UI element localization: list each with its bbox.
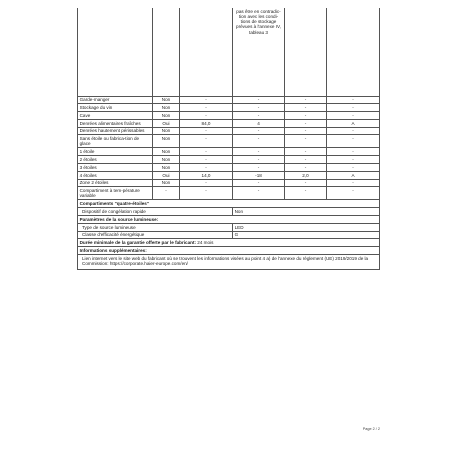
table-row [78, 156, 380, 164]
cell-value: 2,0 [285, 171, 327, 179]
cell-value: - [327, 104, 380, 112]
row-value: Non [233, 208, 380, 216]
cell-value: - [327, 127, 380, 135]
cell-value: - [285, 112, 327, 120]
cell-value: - [233, 187, 285, 200]
cell-value: - [285, 179, 327, 187]
cell-value: - [285, 135, 327, 148]
cell-value [180, 8, 233, 96]
cell-value: - [180, 187, 233, 200]
row-label: Dispositif de congélation rapide [78, 208, 233, 216]
table-row [78, 223, 380, 231]
cell-value: Oui [153, 119, 180, 127]
compartment-label: Zone 2 étoiles [78, 179, 153, 187]
compartment-label: Stockage du vin [78, 104, 153, 112]
cell-value: Non [153, 148, 180, 156]
section-title: Compartiments "quatre-étoiles" [78, 200, 380, 208]
table-row [78, 247, 380, 255]
compartment-label: Sans étoile ou fabrica-tion de glace [78, 135, 153, 148]
cell-value: Non [153, 164, 180, 172]
cell-value: Non [153, 127, 180, 135]
cell-value: - [233, 148, 285, 156]
info-text: Lien internet vers le site web du fabricant où se trouvent les informations visées au point 4 a) de l'annexe du règlement (UE) 2019/2019 de la Commission: https://corporate.haier-europe.com/en/ [78, 255, 380, 270]
cell-value: Non [153, 179, 180, 187]
cell-value: - [285, 104, 327, 112]
cell-value: - [285, 127, 327, 135]
cell-value: - [180, 127, 233, 135]
cell-value: Oui [153, 171, 180, 179]
cell-value: - [180, 156, 233, 164]
table-row [78, 179, 380, 187]
cell-value: A [327, 119, 380, 127]
cell-value: - [327, 148, 380, 156]
cell-value: -18 [233, 171, 285, 179]
cell-value: A [327, 171, 380, 179]
cell-value: - [180, 148, 233, 156]
warranty-value: 24 mois [197, 240, 214, 246]
cell-value: pas être en contradic-tion avec les condi-tions de stockage prévues à l'annexe IV, tableau 3 [233, 8, 285, 96]
section-title: Informations supplémentaires: [78, 247, 380, 255]
cell-value [153, 8, 180, 96]
cell-value: - [327, 156, 380, 164]
cell-value: Non [153, 96, 180, 104]
cell-value: - [327, 179, 380, 187]
cell-value: - [327, 112, 380, 120]
cell-value: - [285, 156, 327, 164]
table-row [78, 239, 380, 247]
table-row [78, 135, 380, 148]
cell-value: 4 [233, 119, 285, 127]
cell-value: - [180, 96, 233, 104]
compartment-label: Garde-manger [78, 96, 153, 104]
cell-value: - [285, 96, 327, 104]
cell-value: - [180, 179, 233, 187]
table-row [78, 148, 380, 156]
table-row [78, 187, 380, 200]
cell-value: - [233, 156, 285, 164]
cell-value: - [285, 164, 327, 172]
compartment-label: 1 étoile [78, 148, 153, 156]
compartment-label: Denrées hautement périssables [78, 127, 153, 135]
cell-value: Non [153, 104, 180, 112]
cell-value: - [233, 112, 285, 120]
table-row [78, 127, 380, 135]
warranty-label: Durée minimale de la garantie offerte par le fabricant: [79, 240, 197, 246]
compartment-label: Denrées alimentaires fraîches [78, 119, 153, 127]
cell-value: - [233, 135, 285, 148]
table-row [78, 255, 380, 270]
cell-value: Non [153, 112, 180, 120]
cell-value: - [285, 187, 327, 200]
cell-value: - [285, 148, 327, 156]
cell-value: - [327, 135, 380, 148]
cell-value: - [327, 187, 380, 200]
specs-table [77, 8, 380, 270]
table-row [78, 200, 380, 208]
row-label: Type de source lumineuse [78, 223, 233, 231]
table-row [78, 8, 380, 96]
cell-value: - [233, 164, 285, 172]
cell-value: - [180, 135, 233, 148]
cell-value: - [233, 179, 285, 187]
table-row [78, 171, 380, 179]
row-value: LED [233, 223, 380, 231]
cell-value: - [180, 104, 233, 112]
row-label: Classe d'efficacité énergétique [78, 231, 233, 239]
table-row [78, 208, 380, 216]
cell-value: 14,0 [180, 171, 233, 179]
table-row [78, 96, 380, 104]
page-number: Page 2 / 2 [362, 427, 380, 431]
cell-value: - [180, 112, 233, 120]
table-row [78, 216, 380, 224]
row-value: G [233, 231, 380, 239]
cell-value: - [233, 104, 285, 112]
compartment-label: 3 étoiles [78, 164, 153, 172]
cell-label [78, 8, 153, 96]
section-title: Paramètres de la source lumineuse: [78, 216, 380, 224]
cell-value: Non [153, 156, 180, 164]
compartment-label: 4 étoiles [78, 171, 153, 179]
cell-value [285, 8, 327, 96]
compartment-label: Cave [78, 112, 153, 120]
table-row [78, 112, 380, 120]
cell-value: - [327, 164, 380, 172]
cell-value: - [153, 187, 180, 200]
cell-value: - [180, 164, 233, 172]
cell-value: - [233, 96, 285, 104]
cell-value: 84,0 [180, 119, 233, 127]
cell-value [327, 8, 380, 96]
cell-value: Non [153, 135, 180, 148]
cell-value: - [233, 127, 285, 135]
table-row [78, 104, 380, 112]
compartment-label: 2 étoiles [78, 156, 153, 164]
compartment-label: Compartiment à tem-pérature variable [78, 187, 153, 200]
table-row [78, 164, 380, 172]
cell-value: - [285, 119, 327, 127]
warranty-row [78, 239, 380, 247]
table-row [78, 231, 380, 239]
table-row [78, 119, 380, 127]
cell-value: - [327, 96, 380, 104]
